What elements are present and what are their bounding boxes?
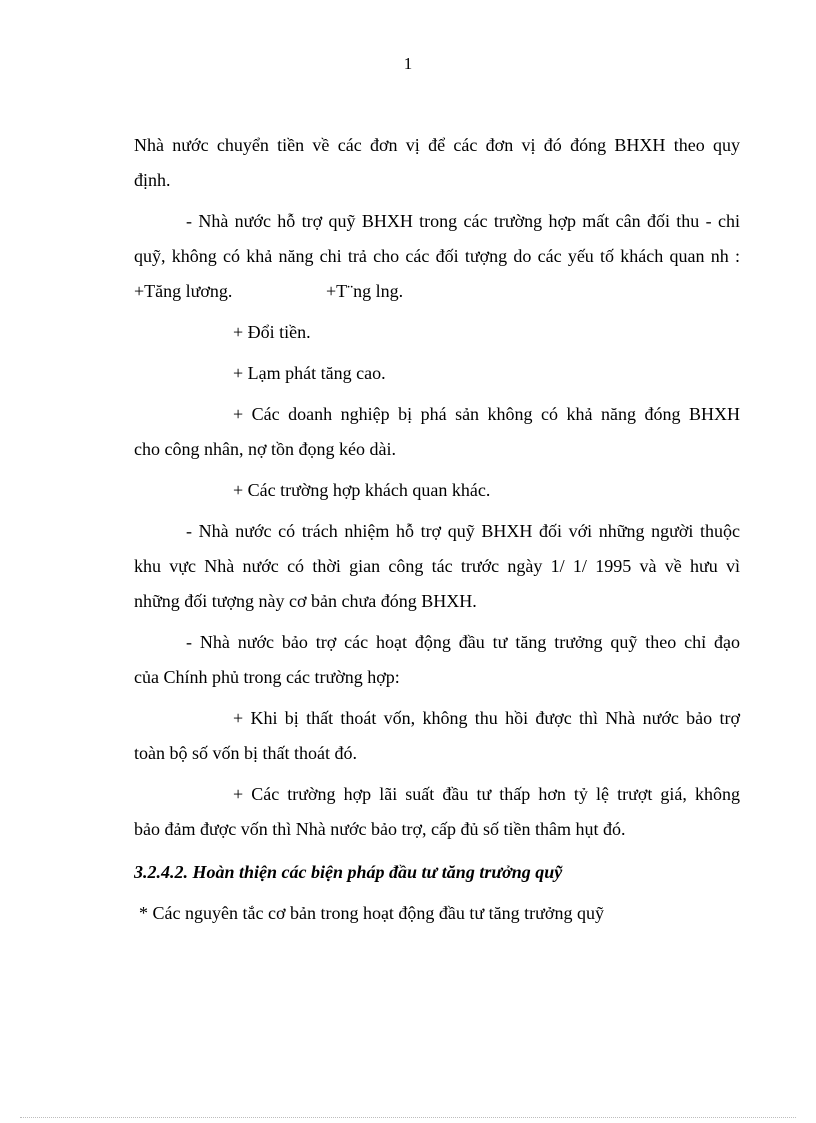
bullet-item: * Các nguyên tắc cơ bản trong hoạt động đầu tư tăng trưởng quỹ [139,903,604,923]
paragraph-line: những đối tượng này cơ bản chưa đóng BHXH. [134,591,477,611]
list-item: + Khi bị thất thoát vốn, không thu hồi được thì Nhà nước bảo trợ [233,708,740,728]
paragraph-line: định. [134,170,171,190]
list-item: + Lạm phát tăng cao. [233,363,386,383]
list-item: + Các trường hợp khách quan khác. [233,480,491,500]
paragraph-line: của Chính phủ trong các trường hợp: [134,667,400,687]
document-body [134,128,740,931]
paragraph-line: - Nhà nước bảo trợ các hoạt động đầu tư tăng trưởng quỹ theo chỉ đạo [186,632,740,652]
paragraph-line: quỹ, không có khả năng chi trả cho các đối tượng do các yếu tố khách quan nh : [134,246,740,266]
paragraph-line: toàn bộ số vốn bị thất thoát đó. [134,743,357,763]
paragraph-line: bảo đảm được vốn thì Nhà nước bảo trợ, cấp đủ số tiền thâm hụt đó. [134,819,626,839]
paragraph-line: khu vực Nhà nước có thời gian công tác trước ngày 1/ 1/ 1995 và về hưu vì [134,556,740,576]
paragraph-line: cho công nhân, nợ tồn đọng kéo dài. [134,439,396,459]
list-item: + Các trường hợp lãi suất đầu tư thấp hơn tỷ lệ trượt giá, không [233,784,740,804]
list-item: +T¨ng lng. [326,281,404,301]
paragraph-line: - Nhà nước có trách nhiệm hỗ trợ quỹ BHXH đối với những người thuộc [186,521,740,541]
list-item: +Tăng lương. [134,281,233,301]
page-number: 1 [403,54,413,73]
list-item: + Các doanh nghiệp bị phá sản không có khả năng đóng BHXH [233,404,740,424]
list-item: + Đổi tiền. [233,322,311,342]
paragraph-line: - Nhà nước hỗ trợ quỹ BHXH trong các trường hợp mất cân đối thu - chi [186,211,740,231]
list-row [134,274,740,309]
section-heading: 3.2.4.2. Hoàn thiện các biện pháp đầu tư tăng trưởng quỹ [134,862,563,882]
page-bottom-divider [20,1117,796,1118]
paragraph-line: Nhà nước chuyển tiền về các đơn vị để các đơn vị đó đóng BHXH theo quy [134,135,740,155]
